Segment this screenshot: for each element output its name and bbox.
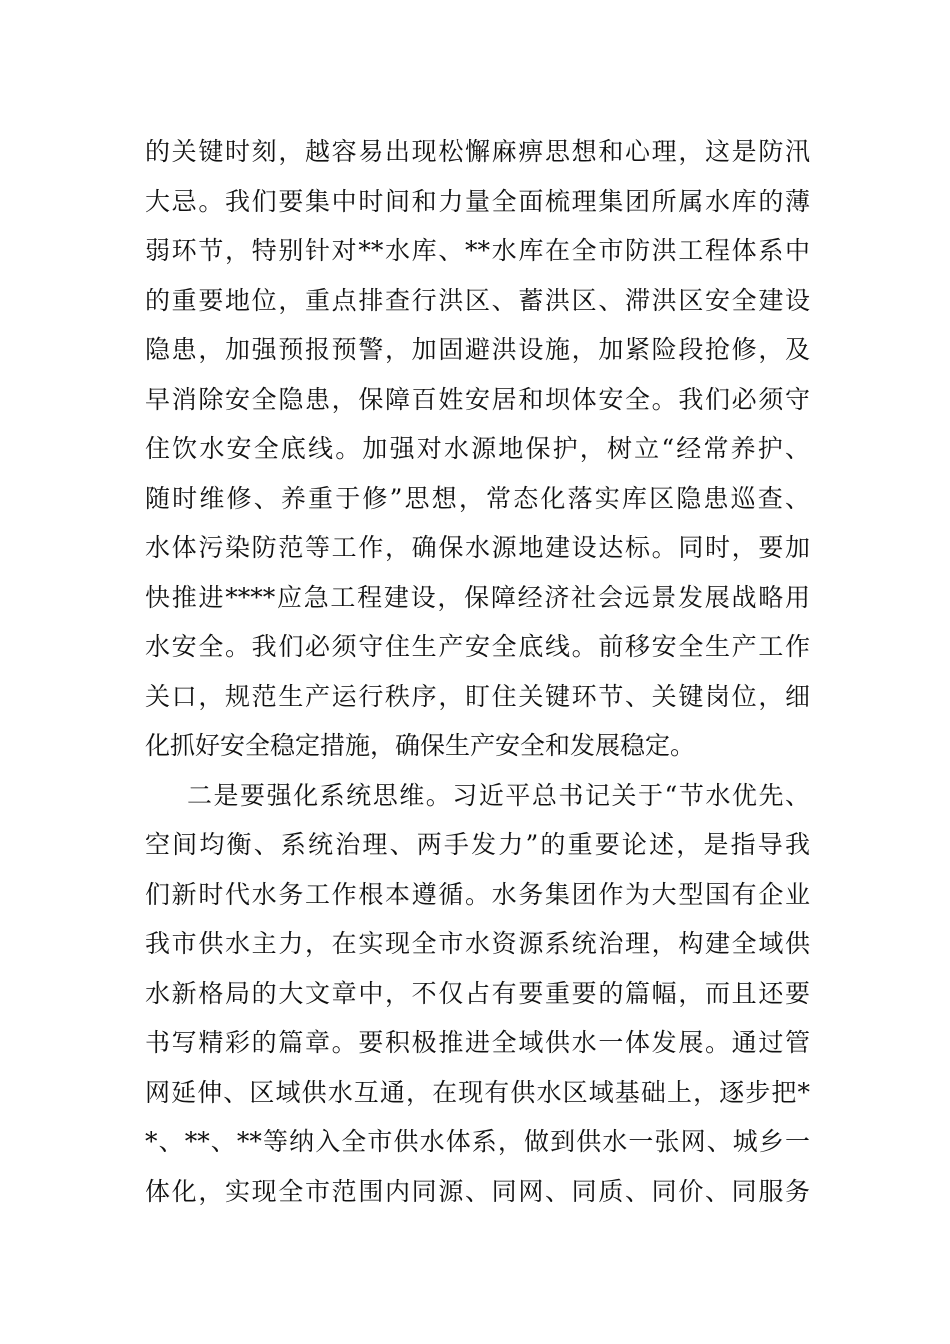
text-line: 住饮水安全底线。加强对水源地保护，树立“经常养护、 [145,434,810,463]
text-line: 弱环节，特别针对**水库、**水库在全市防洪工程体系中 [145,236,810,265]
paragraph-end-line: 化抓好安全稳定措施，确保生产安全和发展稳定。 [145,731,696,760]
text-line: 随时维修、养重于修”思想，常态化落实库区隐患巡查、 [145,483,810,513]
text-line: 水安全。我们必须守住生产安全底线。前移安全生产工作 [145,632,810,661]
text-line: 水新格局的大文章中，不仅占有要重要的篇幅，而且还要 [145,978,810,1008]
text-line: *、**、**等纳入全市供水体系，做到供水一张网、城乡一 [145,1127,810,1156]
paragraph-start-line: 二是要强化系统思维。习近平总书记关于“节水优先、 [187,780,810,810]
text-line: 大忌。我们要集中时间和力量全面梳理集团所属水库的薄 [145,186,810,216]
text-line: 们新时代水务工作根本遵循。水务集团作为大型国有企业 [145,879,810,909]
text-line: 关口，规范生产运行秩序，盯住关键环节、关键岗位，细 [145,681,810,711]
text-line: 空间均衡、系统治理、两手发力”的重要论述，是指导我 [145,830,810,859]
text-line: 隐患，加强预报预警，加固避洪设施，加紧险段抢修，及 [145,335,810,364]
body-text [145,127,810,1216]
text-line: 的关键时刻，越容易出现松懈麻痹思想和心理，这是防汛 [145,137,810,166]
text-line: 快推进****应急工程建设，保障经济社会远景发展战略用 [145,582,810,612]
text-line: 的重要地位，重点排查行洪区、蓄洪区、滞洪区安全建设 [145,285,810,315]
text-line: 水体污染防范等工作，确保水源地建设达标。同时，要加 [145,533,810,562]
text-line: 网延伸、区域供水互通，在现有供水区域基础上，逐步把* [145,1077,810,1107]
text-line: 书写精彩的篇章。要积极推进全域供水一体发展。通过管 [145,1028,810,1057]
text-line: 我市供水主力，在实现全市水资源系统治理，构建全域供 [145,929,810,958]
text-line: 体化，实现全市范围内同源、同网、同质、同价、同服务 [145,1176,810,1206]
text-line: 早消除安全隐患，保障百姓安居和坝体安全。我们必须守 [145,384,810,414]
